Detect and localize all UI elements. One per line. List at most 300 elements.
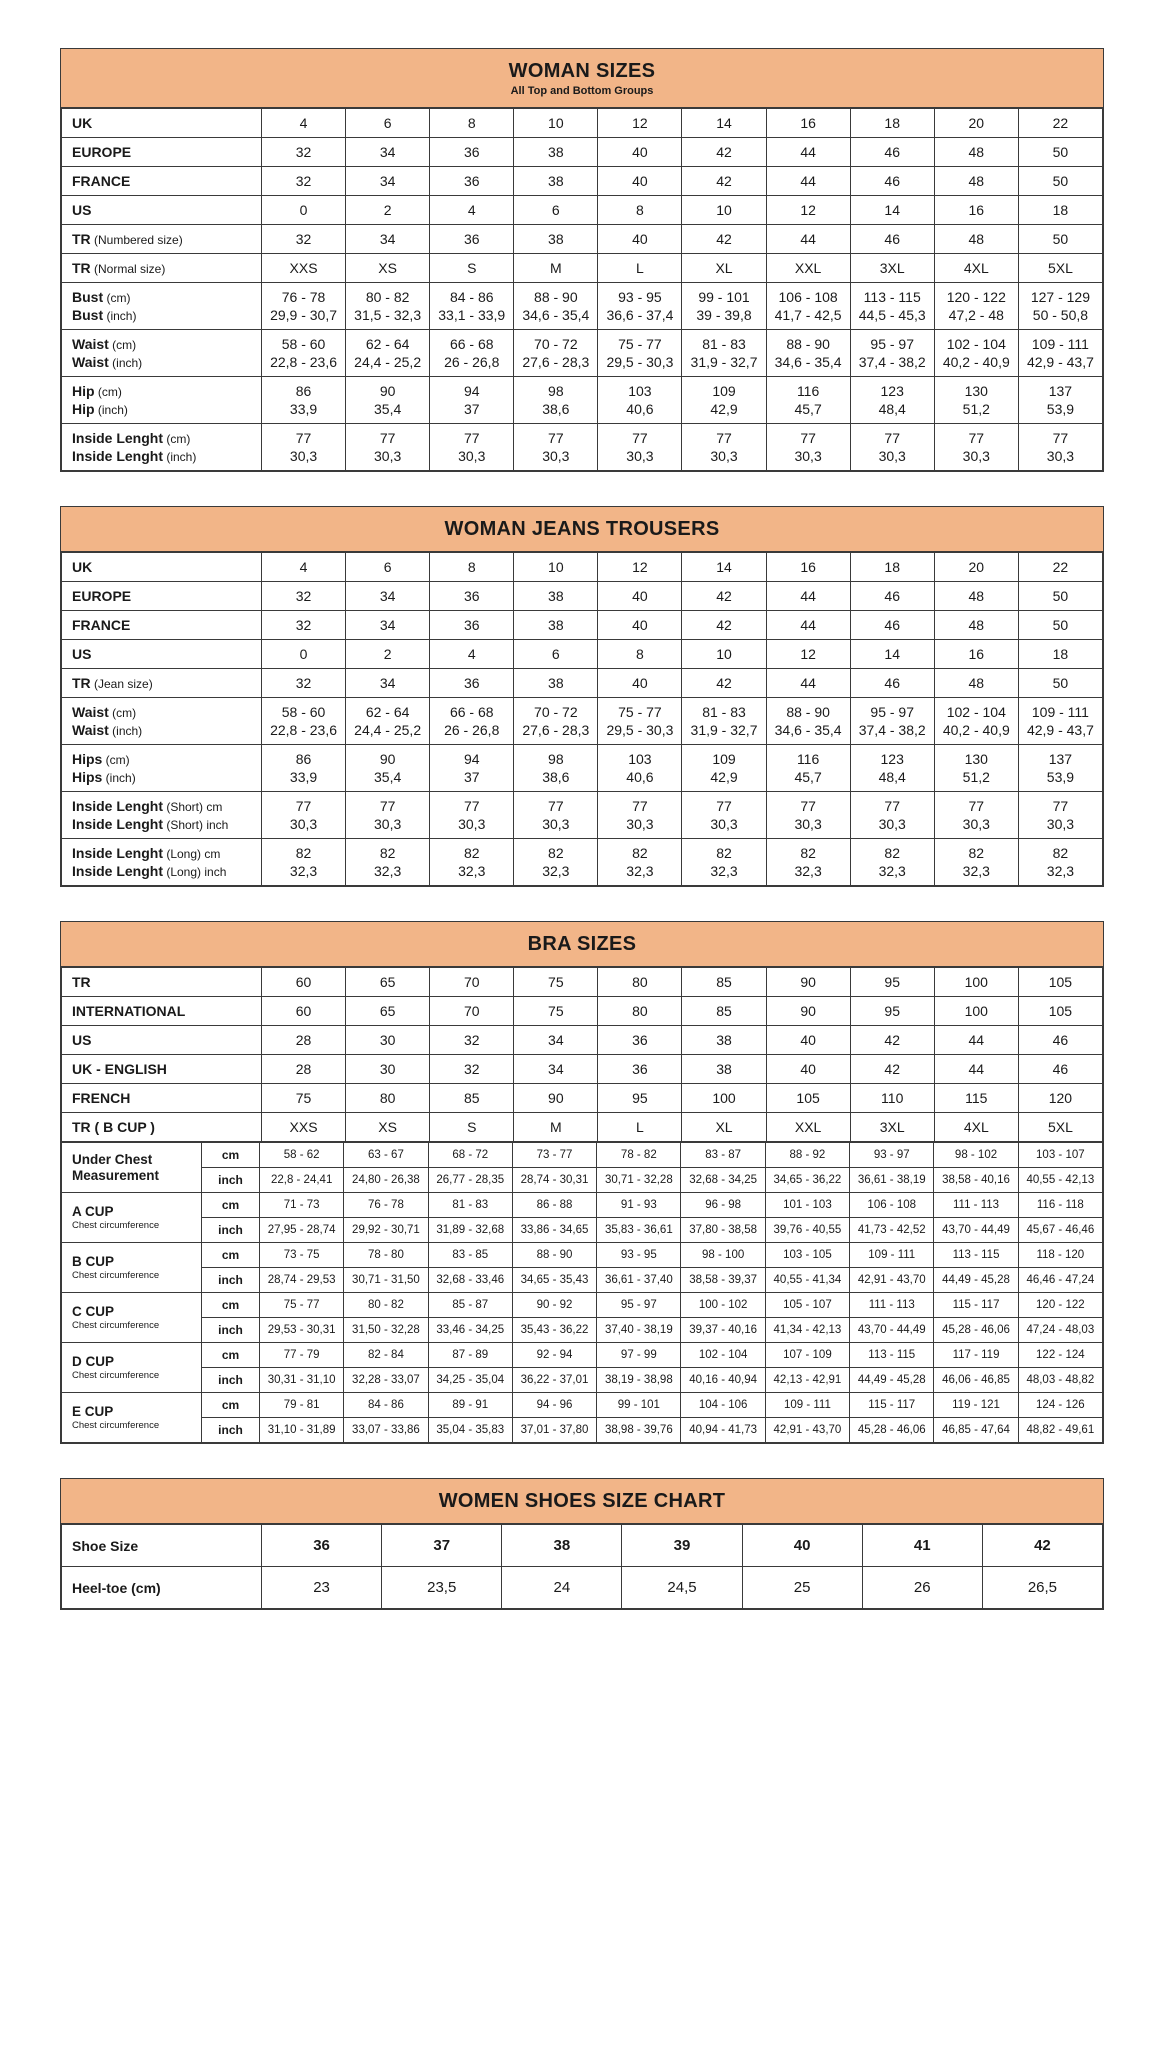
table-cell: 110 — [850, 1084, 934, 1113]
table-cell: XL — [682, 1113, 766, 1142]
row-label-unit: (cm) — [108, 706, 137, 720]
cup-group-label — [62, 1243, 202, 1293]
women-shoes-table — [61, 1524, 1103, 1609]
table-cell: 75 — [262, 1084, 346, 1113]
table-cell: 40,6 — [598, 768, 682, 792]
cup-unit-cm: cm — [202, 1193, 260, 1218]
row-label-text: Inside Lenght — [72, 845, 163, 861]
table-cell: 41,7 - 42,5 — [766, 306, 850, 330]
row-label-text: TR — [72, 675, 91, 691]
table-row — [62, 640, 1103, 669]
row-label — [62, 815, 262, 839]
table-cell: 51,2 — [934, 400, 1018, 424]
table-cell: 40,55 - 41,34 — [765, 1268, 849, 1293]
table-cell: 77 — [262, 424, 346, 448]
table-cell: 79 - 81 — [260, 1393, 344, 1418]
table-cell: S — [430, 254, 514, 283]
table-cell: 32 — [430, 1055, 514, 1084]
table-row — [62, 745, 1103, 769]
table-cell: 37 — [430, 768, 514, 792]
table-cell: 40 — [598, 138, 682, 167]
table-cell: S — [430, 1113, 514, 1142]
table-cell: 40 — [598, 225, 682, 254]
table-cell: 70 — [430, 997, 514, 1026]
table-cell: 107 - 109 — [765, 1343, 849, 1368]
table-cell: 65 — [346, 997, 430, 1026]
table-cell: 30,3 — [262, 447, 346, 471]
table-cell: 82 — [430, 839, 514, 863]
table-cell: 30,3 — [1018, 815, 1102, 839]
table-cell: 44 — [766, 582, 850, 611]
table-row — [62, 1218, 1103, 1243]
table-row — [62, 839, 1103, 863]
table-cell: 40 — [598, 582, 682, 611]
table-cell: 98 - 102 — [934, 1143, 1018, 1168]
table-cell: 42 — [850, 1026, 934, 1055]
table-cell: 111 - 113 — [850, 1293, 934, 1318]
table-cell: 94 - 96 — [512, 1393, 596, 1418]
table-cell: 34,6 - 35,4 — [514, 306, 598, 330]
row-label — [62, 968, 262, 997]
table-cell: 24,5 — [622, 1567, 742, 1609]
table-cell: 45,7 — [766, 400, 850, 424]
row-label — [62, 424, 262, 448]
table-cell: 36 — [430, 582, 514, 611]
table-cell: 104 - 106 — [681, 1393, 765, 1418]
table-cell: 38 — [514, 167, 598, 196]
cup-unit-inch: inch — [202, 1418, 260, 1443]
table-cell: 41,73 - 42,52 — [850, 1218, 934, 1243]
table-cell: 77 — [1018, 792, 1102, 816]
table-row — [62, 1293, 1103, 1318]
table-cell: 62 - 64 — [346, 330, 430, 354]
table-cell: 116 — [766, 377, 850, 401]
woman-sizes-chart — [60, 48, 1104, 472]
table-cell: 48 — [934, 225, 1018, 254]
table-cell: 32,3 — [682, 862, 766, 886]
table-row — [62, 447, 1103, 471]
table-cell: 16 — [934, 640, 1018, 669]
row-label-unit: (Long) cm — [163, 847, 221, 861]
table-cell: 47,2 - 48 — [934, 306, 1018, 330]
table-cell: 80 - 82 — [344, 1293, 428, 1318]
table-cell: 42,91 - 43,70 — [850, 1268, 934, 1293]
table-cell: 0 — [262, 196, 346, 225]
table-cell: 123 — [850, 745, 934, 769]
table-cell: 82 — [682, 839, 766, 863]
table-cell: 10 — [514, 109, 598, 138]
table-cell: 119 - 121 — [934, 1393, 1018, 1418]
women-shoes-title — [61, 1479, 1103, 1524]
cup-group-sublabel: Chest circumference — [72, 1369, 160, 1381]
table-cell: 46 — [850, 611, 934, 640]
table-row — [62, 1343, 1103, 1368]
table-cell: 18 — [1018, 640, 1102, 669]
table-cell: 48 — [934, 167, 1018, 196]
row-label-text: EUROPE — [72, 588, 132, 604]
row-label-text: Waist — [72, 704, 109, 720]
table-cell: 8 — [430, 109, 514, 138]
table-cell: 40,2 - 40,9 — [934, 721, 1018, 745]
table-cell: 42 — [682, 225, 766, 254]
cup-group-name: B CUP — [72, 1254, 115, 1270]
cup-group-sublabel: Chest circumference — [72, 1269, 160, 1281]
table-cell: 39,37 - 40,16 — [681, 1318, 765, 1343]
table-cell: 3XL — [850, 254, 934, 283]
cup-group-name: A CUP — [72, 1204, 114, 1220]
row-label-text: EUROPE — [72, 144, 132, 160]
cup-group-name: Under Chest — [72, 1151, 153, 1167]
table-cell: 46 — [850, 138, 934, 167]
row-label — [62, 167, 262, 196]
women-shoes-chart — [60, 1478, 1104, 1610]
table-cell: 40 — [598, 669, 682, 698]
table-cell: 95 — [598, 1084, 682, 1113]
table-cell: 38 — [682, 1055, 766, 1084]
woman-sizes-title — [61, 49, 1103, 108]
row-label-unit: (cm) — [94, 385, 122, 399]
table-cell: 127 - 129 — [1018, 283, 1102, 307]
table-cell: 77 — [934, 792, 1018, 816]
bra-sizes-title-main: BRA SIZES — [527, 933, 637, 955]
table-cell: 33,07 - 33,86 — [344, 1418, 428, 1443]
row-label-text: FRANCE — [72, 617, 131, 633]
table-cell: 30 — [346, 1055, 430, 1084]
row-label-text: Inside Lenght — [72, 816, 163, 832]
table-cell: 38,6 — [514, 400, 598, 424]
table-row — [62, 1418, 1103, 1443]
table-cell: 26 — [862, 1567, 982, 1609]
table-cell: 34,6 - 35,4 — [766, 721, 850, 745]
table-cell: 35,43 - 36,22 — [512, 1318, 596, 1343]
table-cell: 39 - 39,8 — [682, 306, 766, 330]
row-label-text: US — [72, 1032, 92, 1048]
table-cell: 100 — [682, 1084, 766, 1113]
table-cell: M — [514, 254, 598, 283]
table-cell: 65 — [346, 968, 430, 997]
row-label — [62, 669, 262, 698]
table-cell: 24,80 - 26,38 — [344, 1168, 428, 1193]
table-cell: 45,67 - 46,46 — [1018, 1218, 1102, 1243]
table-cell: 81 - 83 — [682, 698, 766, 722]
table-cell: 30,3 — [850, 815, 934, 839]
table-cell: 77 — [682, 792, 766, 816]
table-cell: 44 — [766, 669, 850, 698]
row-label-unit: (inch) — [102, 771, 136, 785]
table-cell: 66 - 68 — [430, 330, 514, 354]
woman-jeans-title — [61, 507, 1103, 552]
table-cell: 85 - 87 — [428, 1293, 512, 1318]
table-cell: 37 — [430, 400, 514, 424]
table-row — [62, 167, 1103, 196]
table-row — [62, 306, 1103, 330]
table-cell: 44,49 - 45,28 — [934, 1268, 1018, 1293]
table-cell: 44 — [766, 611, 850, 640]
row-label — [62, 611, 262, 640]
row-label — [62, 698, 262, 722]
table-cell: 42,9 — [682, 768, 766, 792]
table-cell: 36 — [430, 167, 514, 196]
table-cell: 38 — [514, 669, 598, 698]
table-cell: 36 — [262, 1525, 382, 1567]
bra-sizes-chart — [60, 921, 1104, 1444]
table-row — [62, 698, 1103, 722]
table-cell: 30,3 — [934, 447, 1018, 471]
table-cell: 98 — [514, 377, 598, 401]
cup-unit-inch: inch — [202, 1218, 260, 1243]
row-label: Shoe Size — [62, 1525, 262, 1567]
cup-unit-cm: cm — [202, 1243, 260, 1268]
table-cell: 77 — [514, 424, 598, 448]
row-label-unit: (cm) — [103, 291, 131, 305]
table-cell: 93 - 95 — [597, 1243, 681, 1268]
table-cell: 30 — [346, 1026, 430, 1055]
row-label-text: UK — [72, 115, 93, 131]
table-cell: 12 — [766, 196, 850, 225]
table-cell: 122 - 124 — [1018, 1343, 1102, 1368]
table-cell: 95 — [850, 997, 934, 1026]
table-cell: 36 — [430, 138, 514, 167]
table-cell: 105 — [1018, 968, 1102, 997]
table-cell: 41 — [862, 1525, 982, 1567]
table-cell: 31,9 - 32,7 — [682, 353, 766, 377]
row-label — [62, 839, 262, 863]
table-cell: 14 — [850, 640, 934, 669]
table-cell: 4 — [430, 640, 514, 669]
table-cell: 90 — [514, 1084, 598, 1113]
table-cell: 40 — [598, 167, 682, 196]
cup-group-sublabel: Chest circumference — [72, 1419, 160, 1431]
table-cell: 31,9 - 32,7 — [682, 721, 766, 745]
table-cell: 53,9 — [1018, 768, 1102, 792]
table-cell: 95 - 97 — [850, 330, 934, 354]
table-cell: 106 - 108 — [766, 283, 850, 307]
table-cell: 46 — [1018, 1055, 1102, 1084]
cup-group-label — [62, 1193, 202, 1243]
cup-unit-inch: inch — [202, 1318, 260, 1343]
table-cell: 40,94 - 41,73 — [681, 1418, 765, 1443]
table-cell: 50 — [1018, 611, 1102, 640]
table-cell: 32,3 — [766, 862, 850, 886]
table-cell: 29,53 - 30,31 — [260, 1318, 344, 1343]
table-cell: 36 — [430, 611, 514, 640]
table-cell: 35,83 - 36,61 — [597, 1218, 681, 1243]
row-label-text: Waist — [72, 722, 109, 738]
table-cell: 34 — [346, 582, 430, 611]
cup-group-label — [62, 1393, 202, 1443]
table-cell: 70 - 72 — [514, 698, 598, 722]
table-cell: XL — [682, 254, 766, 283]
table-cell: 12 — [598, 553, 682, 582]
table-cell: XXS — [262, 1113, 346, 1142]
table-cell: 42,9 - 43,7 — [1018, 353, 1102, 377]
table-cell: 137 — [1018, 745, 1102, 769]
table-cell: 80 — [598, 968, 682, 997]
cup-group-name: E CUP — [72, 1404, 114, 1420]
table-cell: 130 — [934, 377, 1018, 401]
table-cell: 102 - 104 — [681, 1343, 765, 1368]
table-cell: 40 — [598, 611, 682, 640]
row-label-unit: (Short) cm — [163, 800, 223, 814]
row-label-text: TR ( B CUP ) — [72, 1119, 155, 1135]
table-cell: 34 — [346, 225, 430, 254]
table-cell: 14 — [682, 109, 766, 138]
row-label-text: Inside Lenght — [72, 448, 163, 464]
row-label — [62, 1055, 262, 1084]
table-cell: 38 — [514, 611, 598, 640]
table-cell: 30,3 — [346, 815, 430, 839]
table-cell: 37,4 - 38,2 — [850, 721, 934, 745]
table-cell: 82 — [766, 839, 850, 863]
row-label-unit: (cm) — [163, 432, 191, 446]
table-cell: 46 — [1018, 1026, 1102, 1055]
table-cell: 60 — [262, 968, 346, 997]
table-cell: 77 - 79 — [260, 1343, 344, 1368]
table-cell: 82 — [850, 839, 934, 863]
table-cell: 40,2 - 40,9 — [934, 353, 1018, 377]
row-label — [62, 196, 262, 225]
row-label — [62, 306, 262, 330]
table-row — [62, 254, 1103, 283]
table-cell: 14 — [850, 196, 934, 225]
row-label-text: Bust — [72, 289, 104, 305]
table-cell: 58 - 62 — [260, 1143, 344, 1168]
table-cell: 50 — [1018, 167, 1102, 196]
table-cell: 22 — [1018, 109, 1102, 138]
table-cell: 38 — [514, 138, 598, 167]
table-cell: 30,3 — [598, 815, 682, 839]
table-cell: 32 — [262, 669, 346, 698]
table-cell: XXL — [766, 254, 850, 283]
table-cell: 44 — [934, 1055, 1018, 1084]
table-cell: 38,19 - 38,98 — [597, 1368, 681, 1393]
table-cell: 38 — [514, 225, 598, 254]
row-label — [62, 1026, 262, 1055]
table-cell: 33,46 - 34,25 — [428, 1318, 512, 1343]
table-row — [62, 225, 1103, 254]
table-cell: 18 — [850, 109, 934, 138]
table-cell: 20 — [934, 553, 1018, 582]
table-cell: 32,3 — [430, 862, 514, 886]
table-cell: 29,5 - 30,3 — [598, 353, 682, 377]
table-cell: 14 — [682, 553, 766, 582]
row-label — [62, 1084, 262, 1113]
table-cell: 10 — [682, 196, 766, 225]
table-cell: 86 — [262, 745, 346, 769]
table-cell: 32,68 - 33,46 — [428, 1268, 512, 1293]
row-label — [62, 225, 262, 254]
table-cell: 106 - 108 — [850, 1193, 934, 1218]
table-cell: 81 - 83 — [428, 1193, 512, 1218]
row-label-text: Hip — [72, 383, 95, 399]
table-cell: 16 — [766, 109, 850, 138]
woman-jeans-trousers-chart — [60, 506, 1104, 887]
table-cell: 8 — [430, 553, 514, 582]
table-cell: 30,3 — [934, 815, 1018, 839]
table-cell: 76 - 78 — [344, 1193, 428, 1218]
cup-group-label — [62, 1143, 202, 1193]
table-cell: 24,4 - 25,2 — [346, 721, 430, 745]
table-cell: 32 — [262, 138, 346, 167]
table-cell: 48,03 - 48,82 — [1018, 1368, 1102, 1393]
table-cell: 44,49 - 45,28 — [850, 1368, 934, 1393]
table-cell: 86 - 88 — [512, 1193, 596, 1218]
woman-sizes-title-main: WOMAN SIZES — [508, 60, 656, 82]
table-cell: 109 - 111 — [1018, 330, 1102, 354]
table-cell: 33,9 — [262, 400, 346, 424]
table-cell: 130 — [934, 745, 1018, 769]
table-cell: 113 - 115 — [934, 1243, 1018, 1268]
table-cell: 75 - 77 — [260, 1293, 344, 1318]
table-cell: 77 — [598, 424, 682, 448]
table-cell: 70 — [430, 968, 514, 997]
row-label-text: TR — [72, 974, 91, 990]
table-cell: 97 - 99 — [597, 1343, 681, 1368]
row-label — [62, 582, 262, 611]
table-cell: 22,8 - 23,6 — [262, 353, 346, 377]
cup-group-label — [62, 1293, 202, 1343]
row-label — [62, 721, 262, 745]
table-cell: 39,76 - 40,55 — [765, 1218, 849, 1243]
table-cell: 137 — [1018, 377, 1102, 401]
row-label-text: Waist — [72, 336, 109, 352]
row-label-unit: (Long) inch — [163, 865, 227, 879]
table-cell: 87 - 89 — [428, 1343, 512, 1368]
table-cell: 109 - 111 — [765, 1393, 849, 1418]
table-cell: 84 - 86 — [430, 283, 514, 307]
table-cell: 36,61 - 38,19 — [850, 1168, 934, 1193]
table-cell: 123 — [850, 377, 934, 401]
woman-jeans-title-main: WOMAN JEANS TROUSERS — [444, 518, 720, 540]
table-cell: 48,4 — [850, 768, 934, 792]
table-cell: 34 — [514, 1026, 598, 1055]
table-cell: 41,34 - 42,13 — [765, 1318, 849, 1343]
table-cell: 101 - 103 — [765, 1193, 849, 1218]
table-cell: 31,5 - 32,3 — [346, 306, 430, 330]
table-cell: 90 — [346, 745, 430, 769]
table-cell: 102 - 104 — [934, 330, 1018, 354]
table-cell: 36,61 - 37,40 — [597, 1268, 681, 1293]
table-cell: 27,95 - 28,74 — [260, 1218, 344, 1243]
table-cell: L — [598, 1113, 682, 1142]
table-row — [62, 611, 1103, 640]
table-cell: 18 — [850, 553, 934, 582]
table-row — [62, 1368, 1103, 1393]
row-label-unit: (Numbered size) — [90, 233, 183, 247]
table-cell: 46 — [850, 669, 934, 698]
table-cell: 30,3 — [430, 447, 514, 471]
table-cell: XS — [346, 254, 430, 283]
table-cell: 117 - 119 — [934, 1343, 1018, 1368]
table-cell: 10 — [682, 640, 766, 669]
table-cell: 27,6 - 28,3 — [514, 721, 598, 745]
table-row — [62, 138, 1103, 167]
table-cell: 77 — [934, 424, 1018, 448]
table-cell: 44,5 - 45,3 — [850, 306, 934, 330]
row-label — [62, 447, 262, 471]
table-cell: 82 — [262, 839, 346, 863]
table-cell: 10 — [514, 553, 598, 582]
table-cell: 103 — [598, 745, 682, 769]
table-cell: 96 - 98 — [681, 1193, 765, 1218]
table-cell: 24,4 - 25,2 — [346, 353, 430, 377]
table-cell: 36 — [598, 1026, 682, 1055]
table-cell: 35,04 - 35,83 — [428, 1418, 512, 1443]
table-cell: 26 - 26,8 — [430, 721, 514, 745]
table-row — [62, 1084, 1103, 1113]
table-cell: 32,3 — [1018, 862, 1102, 886]
table-cell: 111 - 113 — [934, 1193, 1018, 1218]
